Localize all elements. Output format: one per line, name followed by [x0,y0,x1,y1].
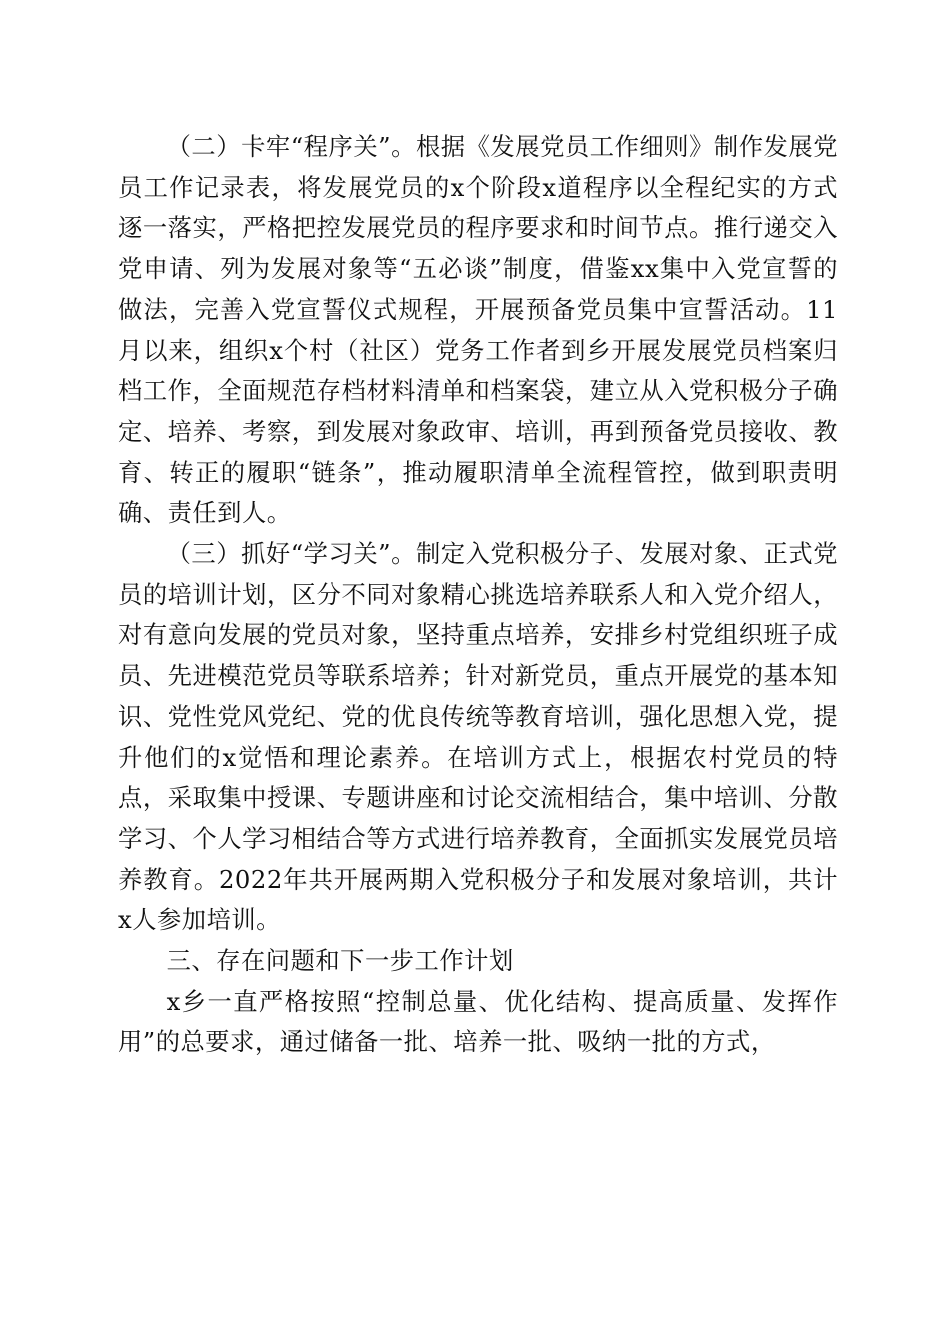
section-heading: 三、存在问题和下一步工作计划 [166,946,514,976]
paragraph-closing: x乡一直严格按照“控制总量、优化结构、提高质量、发挥作用”的总要求，通过储备一批、培养一批、吸纳一批的方式， [118,986,838,1057]
document-page [118,127,838,1063]
paragraph-program-section: （二）卡牢“程序关”。根据《发展党员工作细则》制作发展党员工作记录表，将发展党员的x个阶段x道程序以全程纪实的方式逐一落实，严格把控发展党员的程序要求和时间节点。推行递交入党申请、列为发展对象等“五必谈”制度，借鉴xx集中入党宣誓的做法，完善入党宣誓仪式规程，开展预备党员集中宣誓活动。11月以来，组织x个村（社区）党务工作者到乡开展发展党员档案归档工作，全面规范存档材料清单和档案袋，建立从入党积极分子确定、培养、考察，到发展对象政审、培训，再到预备党员接收、教育、转正的履职“链条”，推动履职清单全流程管控，做到职责明确、责任到人。 [118,132,838,528]
paragraph-study-section: （三）抓好“学习关”。制定入党积极分子、发展对象、正式党员的培训计划，区分不同对象精心挑选培养联系人和入党介绍人，对有意向发展的党员对象，坚持重点培养，安排乡村党组织班子成员、先进模范党员等联系培养；针对新党员，重点开展党的基本知识、党性党风党纪、党的优良传统等教育培训，强化思想入党，提升他们的x觉悟和理论素养。在培训方式上，根据农村党员的特点，采取集中授课、专题讲座和讨论交流相结合，集中培训、分散学习、个人学习相结合等方式进行培养教育，全面抓实发展党员培养教育。2022年共开展两期入党积极分子和发展对象培训，共计x人参加培训。 [118,539,838,935]
